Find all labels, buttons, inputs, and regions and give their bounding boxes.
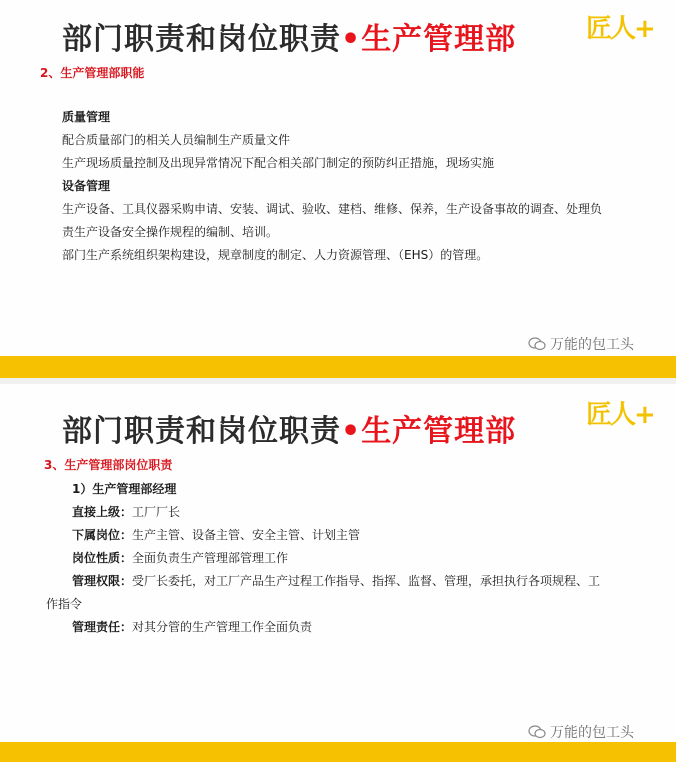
watermark bbox=[528, 334, 634, 354]
watermark-text: 万能的包工头 bbox=[550, 725, 634, 741]
body-line: 生产设备、工具仪器采购申请、安装、调试、验收、建档、维修、保养，生产设备事故的调查、处理负 bbox=[62, 202, 603, 216]
body-line: 配合质量部门的相关人员编制生产质量文件 bbox=[62, 133, 291, 147]
info-row-continuation: 作指令 bbox=[46, 597, 83, 611]
body-line: 部门生产系统组织架构建设，规章制度的制定、人力资源管理、（EHS）的管理。 bbox=[62, 248, 489, 262]
logo-text: 匠人+ bbox=[586, 400, 654, 430]
slide-production-positions bbox=[0, 384, 676, 762]
body-line: 生产现场质量控制及出现异常情况下配合相关部门制定的预防纠正措施，现场实施 bbox=[62, 156, 495, 170]
footer-bar bbox=[0, 356, 676, 378]
section-heading: 2、生产管理部职能 bbox=[40, 66, 145, 80]
info-row: 岗位性质：全面负责生产管理部管理工作 bbox=[72, 551, 289, 565]
info-row: 管理权限：受厂长委托，对工厂产品生产过程工作指导、指挥、监督、管理，承担执行各项规程、工 bbox=[72, 574, 601, 588]
body-line: 责生产设备安全操作规程的编制、培训。 bbox=[62, 225, 279, 239]
slide-title: 部门职责和岗位职责•生产管理部 bbox=[62, 414, 517, 449]
wechat-icon bbox=[528, 337, 546, 351]
position-title: 1）生产管理部经理 bbox=[72, 482, 177, 496]
subheading-equipment: 设备管理 bbox=[62, 179, 111, 193]
logo-text: 匠人+ bbox=[586, 14, 654, 44]
watermark bbox=[528, 722, 634, 742]
section-heading: 3、生产管理部岗位职责 bbox=[44, 458, 173, 472]
slide-title: 部门职责和岗位职责•生产管理部 bbox=[62, 22, 517, 57]
brand-logo bbox=[586, 394, 662, 428]
slide-production-functions bbox=[0, 0, 676, 378]
info-row: 下属岗位：生产主管、设备主管、安全主管、计划主管 bbox=[72, 528, 361, 542]
info-row: 管理责任：对其分管的生产管理工作全面负责 bbox=[72, 620, 313, 634]
info-row: 直接上级：工厂厂长 bbox=[72, 505, 181, 519]
footer-bar bbox=[0, 742, 676, 762]
subheading-quality: 质量管理 bbox=[62, 110, 111, 124]
wechat-icon bbox=[528, 725, 546, 739]
watermark-text: 万能的包工头 bbox=[550, 337, 634, 353]
brand-logo bbox=[586, 8, 662, 42]
